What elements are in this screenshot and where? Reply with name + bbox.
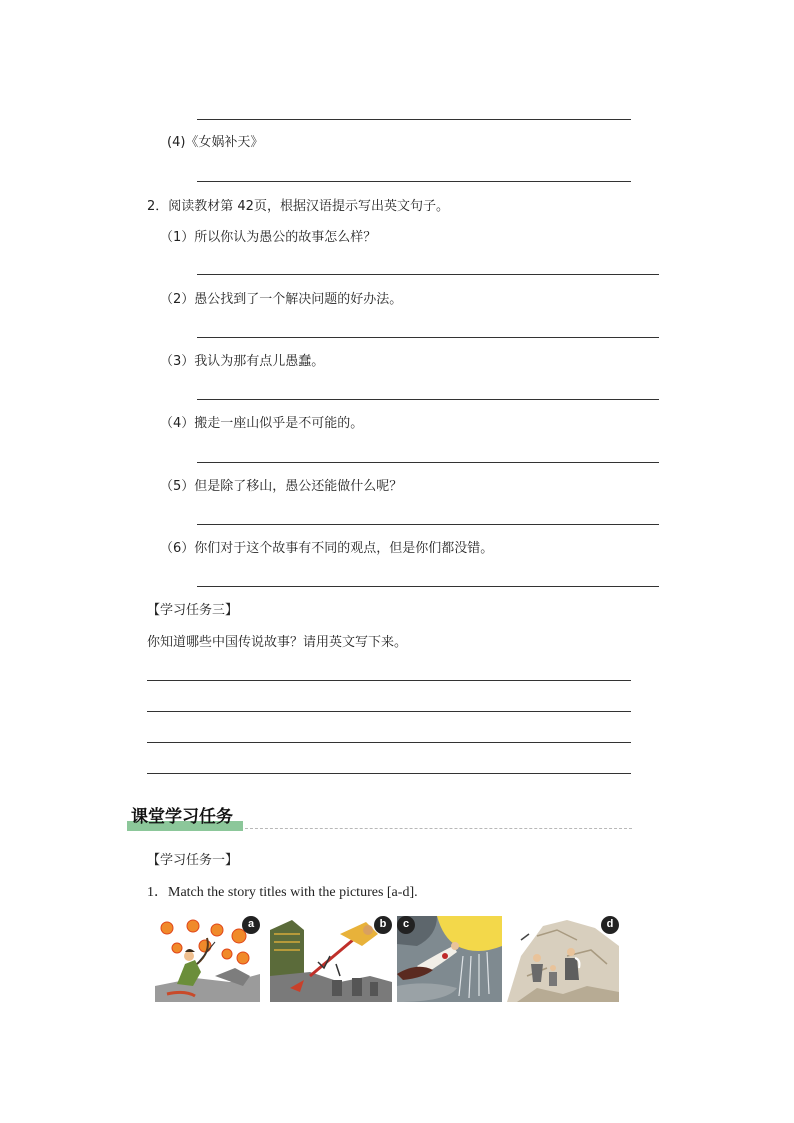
task-3-label: 【学习任务三】 bbox=[147, 603, 239, 618]
answer-line[interactable] bbox=[147, 680, 631, 681]
answer-line[interactable] bbox=[197, 462, 659, 463]
answer-line[interactable] bbox=[147, 773, 631, 774]
answer-line[interactable] bbox=[147, 742, 631, 743]
answer-line[interactable] bbox=[197, 524, 659, 525]
task-1-question-1: 1．Match the story titles with the pictures [a-d]. bbox=[147, 885, 418, 900]
q2-item-5: （5）但是除了移山，愚公还能做什么呢？ bbox=[160, 479, 403, 494]
badge-a: a bbox=[242, 916, 260, 934]
q2-item-1: （1）所以你认为愚公的故事怎么样？ bbox=[160, 230, 377, 245]
picture-b bbox=[270, 916, 392, 1002]
section-title: 课堂学习任务 bbox=[131, 807, 233, 827]
badge-b: b bbox=[374, 916, 392, 934]
answer-line[interactable] bbox=[197, 274, 659, 275]
task-1-label: 【学习任务一】 bbox=[147, 853, 239, 868]
badge-c: c bbox=[397, 916, 415, 934]
picture-a bbox=[155, 916, 260, 1002]
question-2-prompt: 2．阅读教材第 42页，根据汉语提示写出英文句子。 bbox=[147, 199, 449, 214]
answer-line[interactable] bbox=[197, 586, 659, 587]
q2-item-6: （6）你们对于这个故事有不同的观点，但是你们都没错。 bbox=[160, 541, 494, 556]
task-3-prompt: 你知道哪些中国传说故事？请用英文写下来。 bbox=[147, 635, 408, 650]
answer-line[interactable] bbox=[197, 119, 631, 120]
picture-c bbox=[397, 916, 502, 1002]
answer-line[interactable] bbox=[147, 711, 631, 712]
q2-item-2: （2）愚公找到了一个解决问题的好办法。 bbox=[160, 292, 403, 307]
monkey-king-illustration bbox=[270, 916, 392, 1002]
heading-divider bbox=[245, 828, 632, 829]
q2-item-3: （3）我认为那有点儿愚蠢。 bbox=[160, 354, 325, 369]
prev-item-4: (4)《女娲补天》 bbox=[167, 135, 264, 150]
answer-line[interactable] bbox=[197, 399, 659, 400]
section-heading bbox=[127, 805, 632, 831]
answer-line[interactable] bbox=[197, 181, 631, 182]
picture-d bbox=[507, 916, 619, 1002]
badge-d: d bbox=[601, 916, 619, 934]
q2-item-4: （4）搬走一座山似乎是不可能的。 bbox=[160, 416, 364, 431]
answer-line[interactable] bbox=[197, 337, 659, 338]
